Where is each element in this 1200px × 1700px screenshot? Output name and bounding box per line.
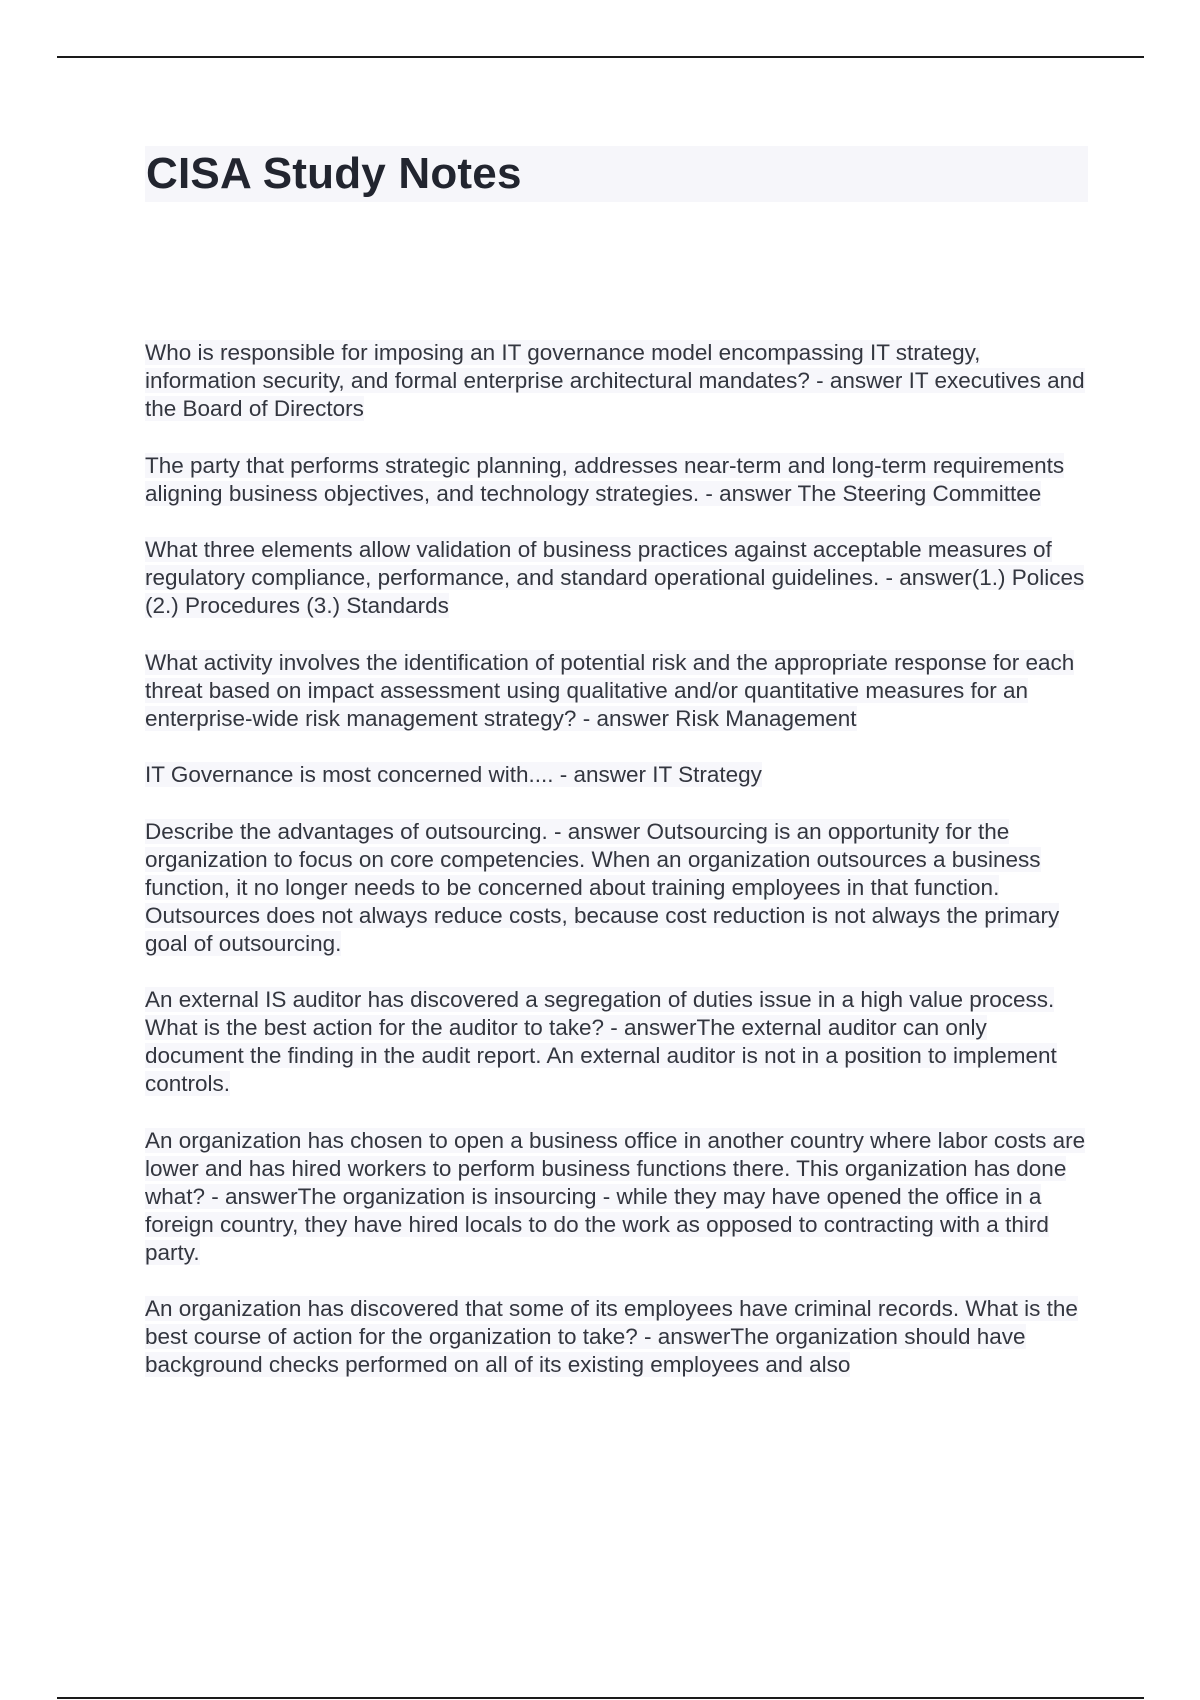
qa-entry <box>145 1127 1090 1267</box>
qa-text: Describe the advantages of outsourcing. - answer Outsourcing is an opportunity for the organization to focus on core competencies. When an organization outsources a business function, it no longer needs to be concerned about training employees in that function. Outsources does not always reduce costs, because cost reduction is not always the primary goal of outsourcing. <box>145 818 1060 956</box>
qa-text: An external IS auditor has discovered a segregation of duties issue in a high value process. What is the best action for the auditor to take? - answerThe external auditor can only document the finding in the audit report. An external auditor is not in a position to implement controls. <box>145 987 1057 1096</box>
qa-text: The party that performs strategic planning, addresses near-term and long-term requirements aligning business objectives, and technology strategies. - answer The Steering Committee <box>145 452 1065 506</box>
qa-text: What activity involves the identification of potential risk and the appropriate response for each threat based on impact assessment using qualitative and/or quantitative measures for an enterprise-wide risk management strategy? - answer Risk Management <box>145 649 1075 731</box>
page-title: CISA Study Notes <box>146 149 522 198</box>
qa-text: Who is responsible for imposing an IT governance model encompassing IT strategy, information security, and formal enterprise architectural mandates? - answer IT executives and the Board of Directors <box>145 340 1085 421</box>
bottom-rule <box>57 1697 1144 1699</box>
qa-entry <box>145 1295 1090 1379</box>
qa-entry <box>145 986 1090 1098</box>
qa-entry <box>145 649 1090 733</box>
study-notes-body <box>145 339 1090 1408</box>
qa-text: IT Governance is most concerned with.... - answer IT Strategy <box>145 762 762 787</box>
top-rule <box>57 56 1144 58</box>
qa-entry <box>145 818 1090 958</box>
qa-entry <box>145 536 1090 620</box>
qa-entry <box>145 339 1090 423</box>
qa-text: An organization has chosen to open a business office in another country where labor costs are lower and has hired workers to perform business functions there. This organization has done what? - answerThe organization is insourcing - while they may have opened the office in a foreign country, they have hired locals to do the work as opposed to contracting with a third party. <box>145 1127 1086 1265</box>
qa-text: An organization has discovered that some of its employees have criminal records. What is the best course of action for the organization to take? - answerThe organization should have background checks performed on all of its existing employees and also <box>145 1296 1078 1377</box>
qa-entry <box>145 761 1090 789</box>
qa-text: What three elements allow validation of business practices against acceptable measures of regulatory compliance, performance, and standard operational guidelines. - answer(1.) Polices (2.) Procedures (3.) Standards <box>145 537 1085 618</box>
qa-entry <box>145 452 1090 508</box>
